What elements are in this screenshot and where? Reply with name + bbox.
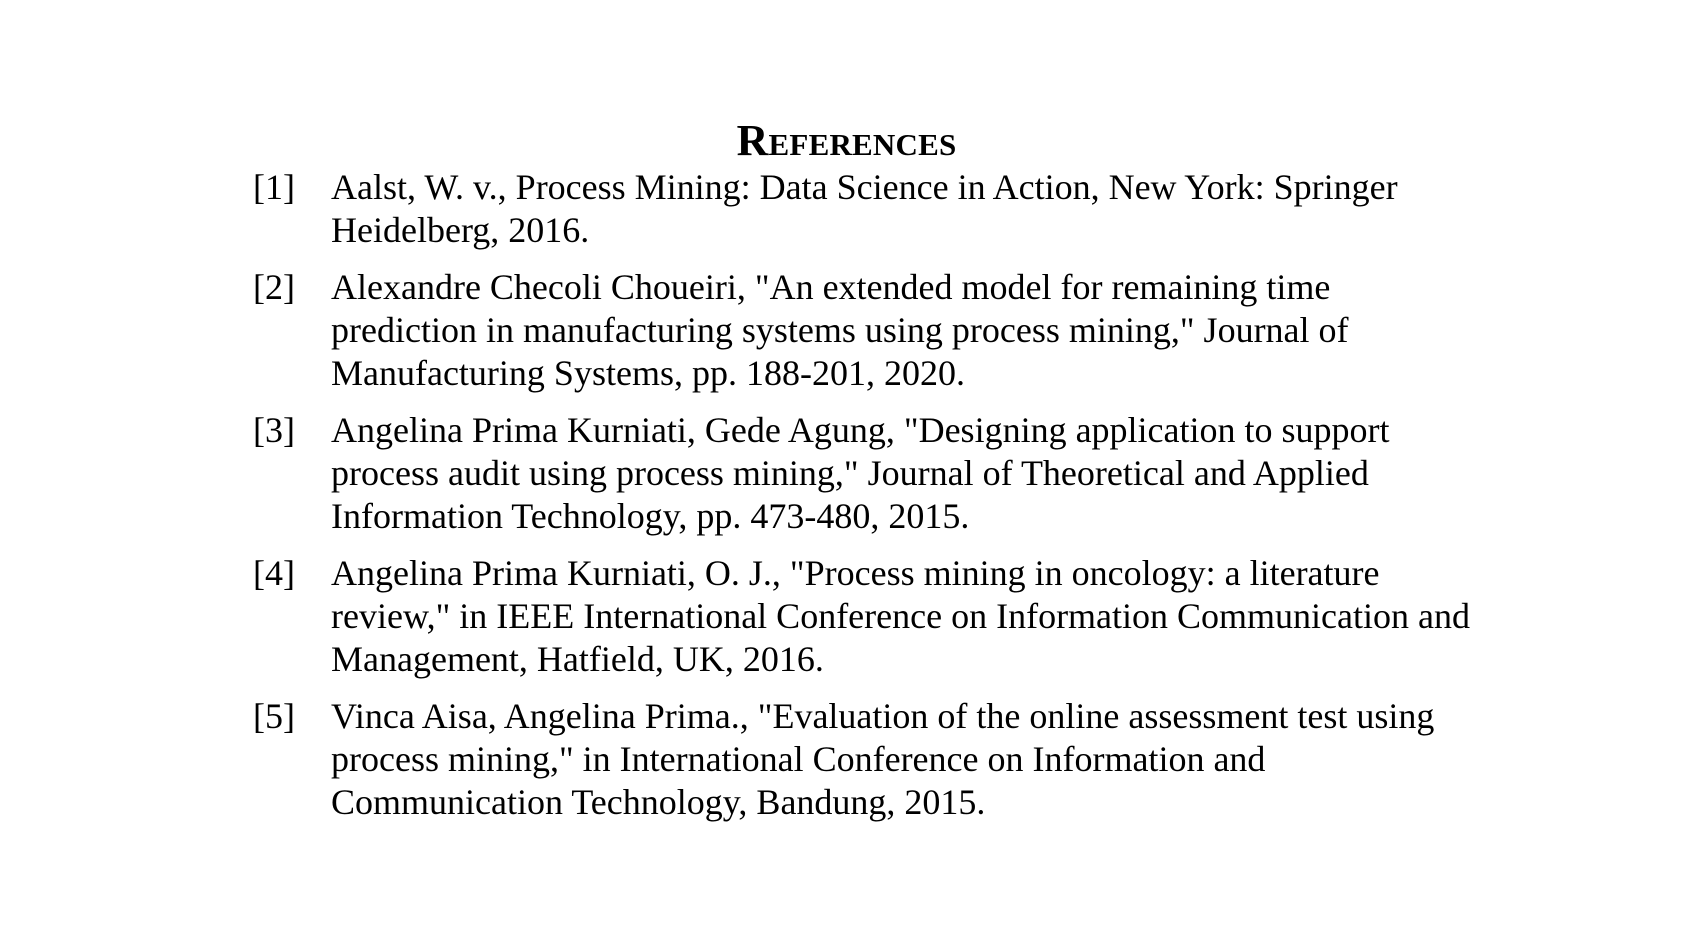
reference-item-5 [253,695,1473,824]
reference-number: [4] [253,553,295,593]
reference-list [253,166,1473,838]
reference-text: Vinca Aisa, Angelina Prima., "Evaluation of the online assessment test using process mining," in International Conference on Information and Communication Technology, Bandung, 2015. [331,696,1435,822]
reference-text: Aalst, W. v., Process Mining: Data Science in Action, New York: Springer Heidelberg, 2016. [331,167,1398,250]
reference-number: [3] [253,410,295,450]
reference-item-2 [253,266,1473,395]
reference-number: [5] [253,696,295,736]
reference-item-3 [253,409,1473,538]
reference-number: [1] [253,167,295,207]
reference-item-4 [253,552,1473,681]
references-heading: References [736,116,957,166]
reference-number: [2] [253,267,295,307]
reference-text: Angelina Prima Kurniati, Gede Agung, "Designing application to support process audit using process mining," Journal of Theoretical and Applied Information Technology, pp. 473-480, 2015. [331,410,1390,536]
reference-text: Alexandre Checoli Choueiri, "An extended model for remaining time prediction in manufacturing systems using process mining," Journal of Manufacturing Systems, pp. 188-201, 2020. [331,267,1349,393]
reference-item-1 [253,166,1473,252]
reference-text: Angelina Prima Kurniati, O. J., "Process mining in oncology: a literature review," in IEEE International Conference on Information Communication and Management, Hatfield, UK, 2016. [331,553,1470,679]
